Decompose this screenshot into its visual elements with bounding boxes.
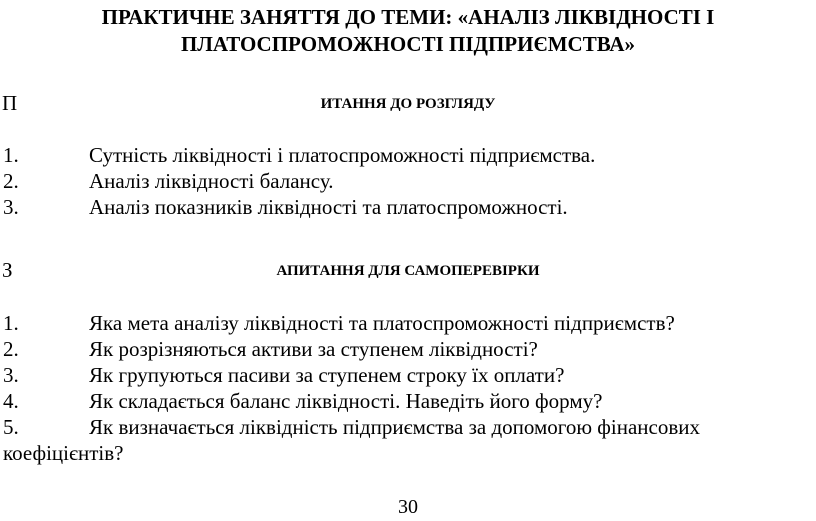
list-item-text: Яка мета аналізу ліквідності та платоспроможності підприємств? <box>89 311 675 335</box>
list-item-text: Аналіз показників ліквідності та платоспроможності. <box>89 195 568 219</box>
list-item-text: Сутність ліквідності і платоспроможності підприємства. <box>89 143 596 167</box>
section-heading-text: АПИТАННЯ ДЛЯ САМОПЕРЕВІРКИ <box>276 263 540 279</box>
list-item-continuation: коефіцієнтів? <box>3 441 124 465</box>
page-title <box>0 4 816 58</box>
list-item-number: 4. <box>3 389 19 413</box>
list-item-number: 1. <box>3 311 19 335</box>
list-item-number: 3. <box>3 363 19 387</box>
section-heading-drop-letter: П <box>2 91 18 115</box>
list-item-text: Аналіз ліквідності балансу. <box>89 169 334 193</box>
section-heading-questions <box>2 89 814 117</box>
list-item-number: 2. <box>3 169 19 193</box>
list-item-number: 1. <box>3 143 19 167</box>
list-item-number: 5. <box>3 415 19 439</box>
list-item-text: Як складається баланс ліквідності. Наведіть його форму? <box>89 389 603 413</box>
list-item-number: 3. <box>3 195 19 219</box>
list-item-text: Як групуються пасиви за ступенем строку їх оплати? <box>89 363 565 387</box>
section-heading-selfcheck <box>2 256 814 284</box>
page-title-line-1: ПРАКТИЧНЕ ЗАНЯТТЯ ДО ТЕМИ: «АНАЛІЗ ЛІКВІДНОСТІ І <box>101 5 715 29</box>
section-heading-text: ИТАННЯ ДО РОЗГЛЯДУ <box>320 96 496 112</box>
list-item-text: Як визначається ліквідність підприємства за допомогою фінансових <box>89 415 701 439</box>
list-item-number: 2. <box>3 337 19 361</box>
section-heading-drop-letter: З <box>2 258 13 282</box>
page-title-line-2: ПЛАТОСПРОМОЖНОСТІ ПІДПРИЄМСТВА» <box>180 32 636 56</box>
page-number: 30 <box>398 496 418 518</box>
list-item-text: Як розрізняються активи за ступенем ліквідності? <box>89 337 538 361</box>
